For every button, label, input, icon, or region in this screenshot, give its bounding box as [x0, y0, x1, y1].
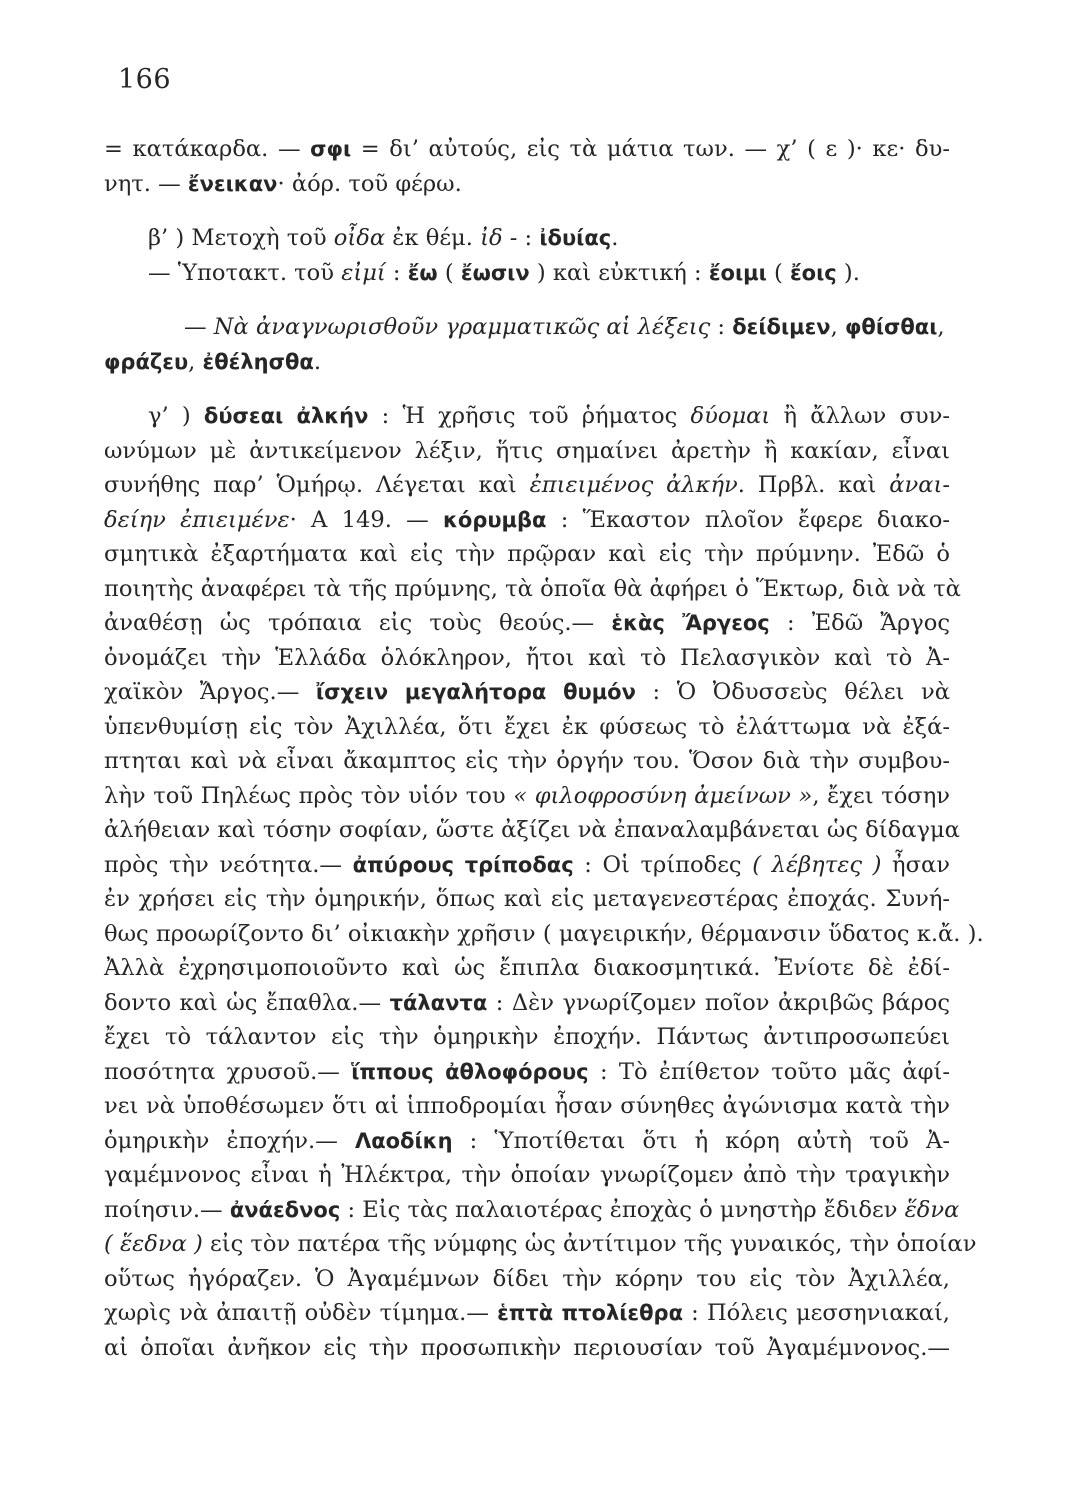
- text-run: ἦσαν: [881, 851, 950, 878]
- text-line: [104, 917, 984, 952]
- text-line: [104, 1124, 950, 1159]
- text-run: :: [517, 225, 540, 251]
- text-run: ὑπενθυμίσῃ εἰς τὸν Ἀχιλλέα, ὅτι ἔχει ἐκ φύσεως τὸ ἐλάττωμα νὰ ἐξά-: [104, 713, 950, 740]
- lemma-term: ἔωσιν: [460, 260, 530, 285]
- lemma-term: ἐθέλησθα: [202, 349, 314, 374]
- text-run: ,: [937, 314, 945, 340]
- text-run: (: [766, 259, 790, 286]
- lemma-term: ἔοις: [789, 260, 837, 285]
- italic-text: ( ἕεδνα ): [104, 1231, 203, 1257]
- text-run: ).: [836, 259, 860, 286]
- text-run: ἢ ἄλλων συν-: [770, 403, 950, 429]
- text-run: ἀλήθειαν καὶ τόσην σοφίαν, ὥστε ἀξίζει νὰ ἐπαναλαμβάνεται ὡς δίδαγμα: [104, 817, 960, 843]
- italic-text: εἰμί: [341, 259, 386, 286]
- text-run: Ἀλλὰ ἐχρησιμοποιοῦντο καὶ ὡς ἔπιπλα διακοσμητικά. Ἐνίοτε δὲ ἐδί-: [104, 955, 950, 981]
- text-line: [104, 848, 950, 883]
- text-run: συνήθης παρ’ Ὁμήρῳ. Λέγεται καὶ: [104, 472, 530, 498]
- text-run: : Τὸ ἐπίθετον τοῦτο μᾶς ἀφί-: [588, 1058, 950, 1085]
- paragraph-gap: [104, 290, 950, 310]
- text-run: :: [710, 314, 733, 340]
- text-run: , ἔχει τόσην: [812, 782, 950, 809]
- text-line: [104, 1296, 950, 1331]
- text-run: θως προωρίζοντο δι’ οἰκιακὴν χρῆσιν ( μαγειρικήν, θέρμανσιν ὕδατος κ.ἄ. ).: [104, 920, 984, 947]
- text-run: : Ὑποτίθεται ὅτι ἡ κόρη αὐτὴ τοῦ Ἀ-: [452, 1127, 950, 1154]
- text-run: ,: [830, 314, 845, 340]
- text-line: [104, 813, 960, 848]
- text-line: [104, 779, 950, 814]
- italic-text: « φιλοφροσύνη ἀμείνων »: [513, 782, 813, 809]
- lemma-term: ἀνάεδνος: [229, 1197, 341, 1222]
- italic-text: ἕδνα: [904, 1196, 960, 1223]
- text-line: [104, 986, 950, 1021]
- text-run: ωνύμων μὲ ἀντικείμενον λέξιν, ἥτις σημαίνει ἀρετὴν ἢ κακίαν, εἶναι: [104, 437, 950, 464]
- lemma-term: σφι: [310, 137, 352, 161]
- italic-text: Νὰ ἀναγνωρισθοῦν γραμματικῶς αἱ λέξεις: [213, 314, 711, 340]
- text-run: : Δὲν γνωρίζομεν ποῖον ἀκριβῶς βάρος: [487, 989, 950, 1016]
- text-run: : Ἐδῶ Ἄργος: [769, 610, 950, 636]
- text-line: [104, 1262, 950, 1297]
- text-line: [104, 675, 950, 710]
- text-line: [104, 1193, 960, 1228]
- text-run: εἰς τὸν πατέρα τῆς νύμφης ὡς ἀντίτιμον τῆς γυναικός, τὴν ὁποίαν: [202, 1231, 977, 1257]
- text-line: [104, 710, 950, 745]
- text-run: :: [385, 259, 408, 286]
- text-run: = δι’ αὐτούς, εἰς τὰ μάτια των. — χ’ ( ε )· κε· δυ-: [351, 136, 950, 162]
- text-run: ἀναθέσῃ ὡς τρόπαια εἰς τοὺς θεούς.—: [104, 610, 612, 636]
- text-line: [104, 310, 950, 345]
- text-run: .: [313, 348, 321, 375]
- text-run: σμητικὰ ἐξαρτήματα καὶ εἰς τὴν πρῷραν καὶ εἰς τὴν πρύμνην. Ἐδῶ ὁ: [104, 541, 950, 567]
- text-line: [104, 606, 950, 641]
- commentary-text: [104, 132, 984, 1365]
- text-run: : Εἰς τὰς παλαιοτέρας ἐποχὰς ὁ μνηστὴρ ἔδιδεν: [340, 1196, 905, 1223]
- text-run: ποιητὴς ἀναφέρει τὰ τῆς πρύμνης, τὰ ὁποῖα θὰ ἀφήρει ὁ Ἕκτωρ, διὰ νὰ τὰ: [104, 575, 961, 602]
- text-line: [104, 468, 950, 503]
- paragraph-gap: [104, 379, 950, 399]
- text-run: (: [437, 259, 461, 286]
- lemma-term: ἵππους ἀθλοφόρους: [351, 1059, 589, 1084]
- lemma-term: ἑκὰς Ἄργεος: [611, 611, 770, 635]
- text-line: [104, 572, 961, 607]
- lemma-term: δύσεαι ἀλκήν: [203, 404, 369, 428]
- text-line: [104, 1089, 950, 1124]
- text-line: [104, 167, 950, 202]
- text-line: [104, 1227, 977, 1262]
- text-run: ἔχει τὸ τάλαντον εἰς τὴν ὁμηρικὴν ἐποχήν. Πάντως ἀντιπροσωπεύει: [104, 1024, 950, 1050]
- text-run: ποίησιν.—: [104, 1196, 230, 1223]
- text-run: λὴν τοῦ Πηλέως πρὸς τὸν υἱόν του: [104, 782, 514, 809]
- text-run: : Πόλεις μεσσηνιακαί,: [683, 1300, 950, 1326]
- text-run: πτηται καὶ νὰ εἶναι ἄκαμπτος εἰς τὴν ὀργήν του. Ὅσον διὰ τὴν συμβου-: [104, 748, 950, 774]
- lemma-term: ἑπτὰ πτολίεθρα: [497, 1301, 683, 1325]
- text-line: [104, 1158, 950, 1193]
- text-run: ἐν χρήσει εἰς τὴν ὁμηρικήν, ὅπως καὶ εἰς μεταγενεστέρας ἐποχάς. Συνή-: [104, 886, 950, 912]
- text-run: χαϊκὸν Ἄργος.—: [104, 679, 316, 705]
- lemma-term: ἔοιμι: [708, 260, 767, 285]
- text-run: · Α 149. —: [289, 506, 443, 533]
- text-line: [104, 1331, 950, 1366]
- lemma-term: Λαοδίκη: [354, 1128, 453, 1153]
- text-line: [104, 399, 950, 434]
- lemma-term: δείδιμεν: [732, 315, 831, 339]
- lemma-term: φθίσθαι: [844, 315, 938, 339]
- italic-text: ( λέβητες ): [752, 851, 882, 878]
- lemma-term: τάλαντα: [389, 990, 488, 1015]
- text-run: ὀνομάζει τὴν Ἑλλάδα ὁλόκληρον, ἤτοι καὶ τὸ Πελασγικὸν καὶ τὸ Ἀ-: [104, 644, 950, 671]
- text-run: : Ὁ Ὀδυσσεὺς θέλει νὰ: [635, 679, 951, 705]
- lemma-term: ἀπύρους τρίποδας: [352, 852, 574, 877]
- lemma-term: ἔω: [407, 260, 438, 285]
- text-run: —: [184, 314, 214, 340]
- italic-text: δύομαι: [690, 403, 771, 429]
- text-line: [104, 951, 950, 986]
- text-run: : Ἕκαστον πλοῖον ἔφερε διακο-: [546, 506, 950, 533]
- text-run: · ἀόρ. τοῦ φέρω.: [277, 170, 462, 197]
- text-line: [104, 345, 950, 380]
- italic-text: οἶδα: [333, 225, 386, 251]
- text-run: ἐκ θέμ.: [385, 225, 481, 251]
- paragraph-gap: [104, 201, 950, 221]
- italic-text: ἐπιειμένος ἀλκήν: [529, 472, 738, 498]
- text-run: δοντο καὶ ὡς ἔπαθλα.—: [104, 989, 390, 1016]
- italic-text: ἀναι-: [889, 472, 950, 498]
- text-run: ποσότητα χρυσοῦ.—: [104, 1058, 352, 1085]
- lemma-term: ἔνεικαν: [187, 171, 278, 196]
- text-run: γαμέμνονος εἶναι ἡ Ἠλέκτρα, τὴν ὁποίαν γνωρίζομεν ἀπὸ τὴν τραγικὴν: [104, 1162, 950, 1188]
- text-run: : Ἡ χρῆσις τοῦ ῥήματος: [368, 403, 691, 429]
- text-line: [104, 256, 950, 291]
- italic-text: δείην ἐπιειμένε: [104, 506, 290, 533]
- text-run: νητ. —: [104, 170, 188, 197]
- text-line: [104, 537, 950, 572]
- italic-text: ἰδ -: [480, 225, 518, 251]
- text-line: [104, 132, 950, 167]
- text-line: [104, 434, 950, 469]
- text-run: ὁμηρικὴν ἐποχήν.—: [104, 1127, 355, 1154]
- text-line: [104, 641, 950, 676]
- lemma-term: κόρυμβα: [442, 507, 547, 532]
- text-run: ) καὶ εὐκτική :: [529, 259, 709, 286]
- page-number: 166: [118, 64, 172, 95]
- text-run: — Ὑποτακτ. τοῦ: [148, 259, 342, 286]
- text-run: .: [611, 225, 619, 251]
- text-run: : Οἱ τρίποδες: [573, 851, 753, 878]
- text-line: [104, 503, 950, 538]
- lemma-term: ἰδυίας: [539, 226, 612, 250]
- text-run: = κατάκαρδα. —: [104, 136, 311, 162]
- text-line: [104, 744, 950, 779]
- text-run: οὕτως ἠγόραζεν. Ὁ Ἀγαμέμνων δίδει τὴν κόρην του εἰς τὸν Ἀχιλλέα,: [104, 1265, 950, 1292]
- text-run: ,: [188, 348, 203, 375]
- lemma-term: ἴσχειν μεγαλήτορα θυμόν: [315, 680, 636, 704]
- text-run: νει νὰ ὑποθέσωμεν ὅτι αἱ ἱπποδρομίαι ἦσαν σύνηθες ἀγώνισμα κατὰ τὴν: [104, 1093, 950, 1119]
- text-run: γ’ ): [148, 403, 204, 429]
- text-run: αἱ ὁποῖαι ἀνῆκον εἰς τὴν προσωπικὴν περιουσίαν τοῦ Ἀγαμέμνονος.—: [104, 1334, 950, 1361]
- text-line: [104, 1055, 950, 1090]
- text-run: β’ ) Μετοχὴ τοῦ: [148, 225, 334, 251]
- text-line: [104, 221, 950, 256]
- text-run: χωρὶς νὰ ἀπαιτῇ οὐδὲν τίμημα.—: [104, 1300, 498, 1326]
- text-run: πρὸς τὴν νεότητα.—: [104, 851, 353, 878]
- text-line: [104, 882, 950, 917]
- lemma-term: φράζευ: [104, 349, 189, 374]
- text-line: [104, 1020, 950, 1055]
- text-run: . Πρβλ. καὶ: [737, 472, 890, 498]
